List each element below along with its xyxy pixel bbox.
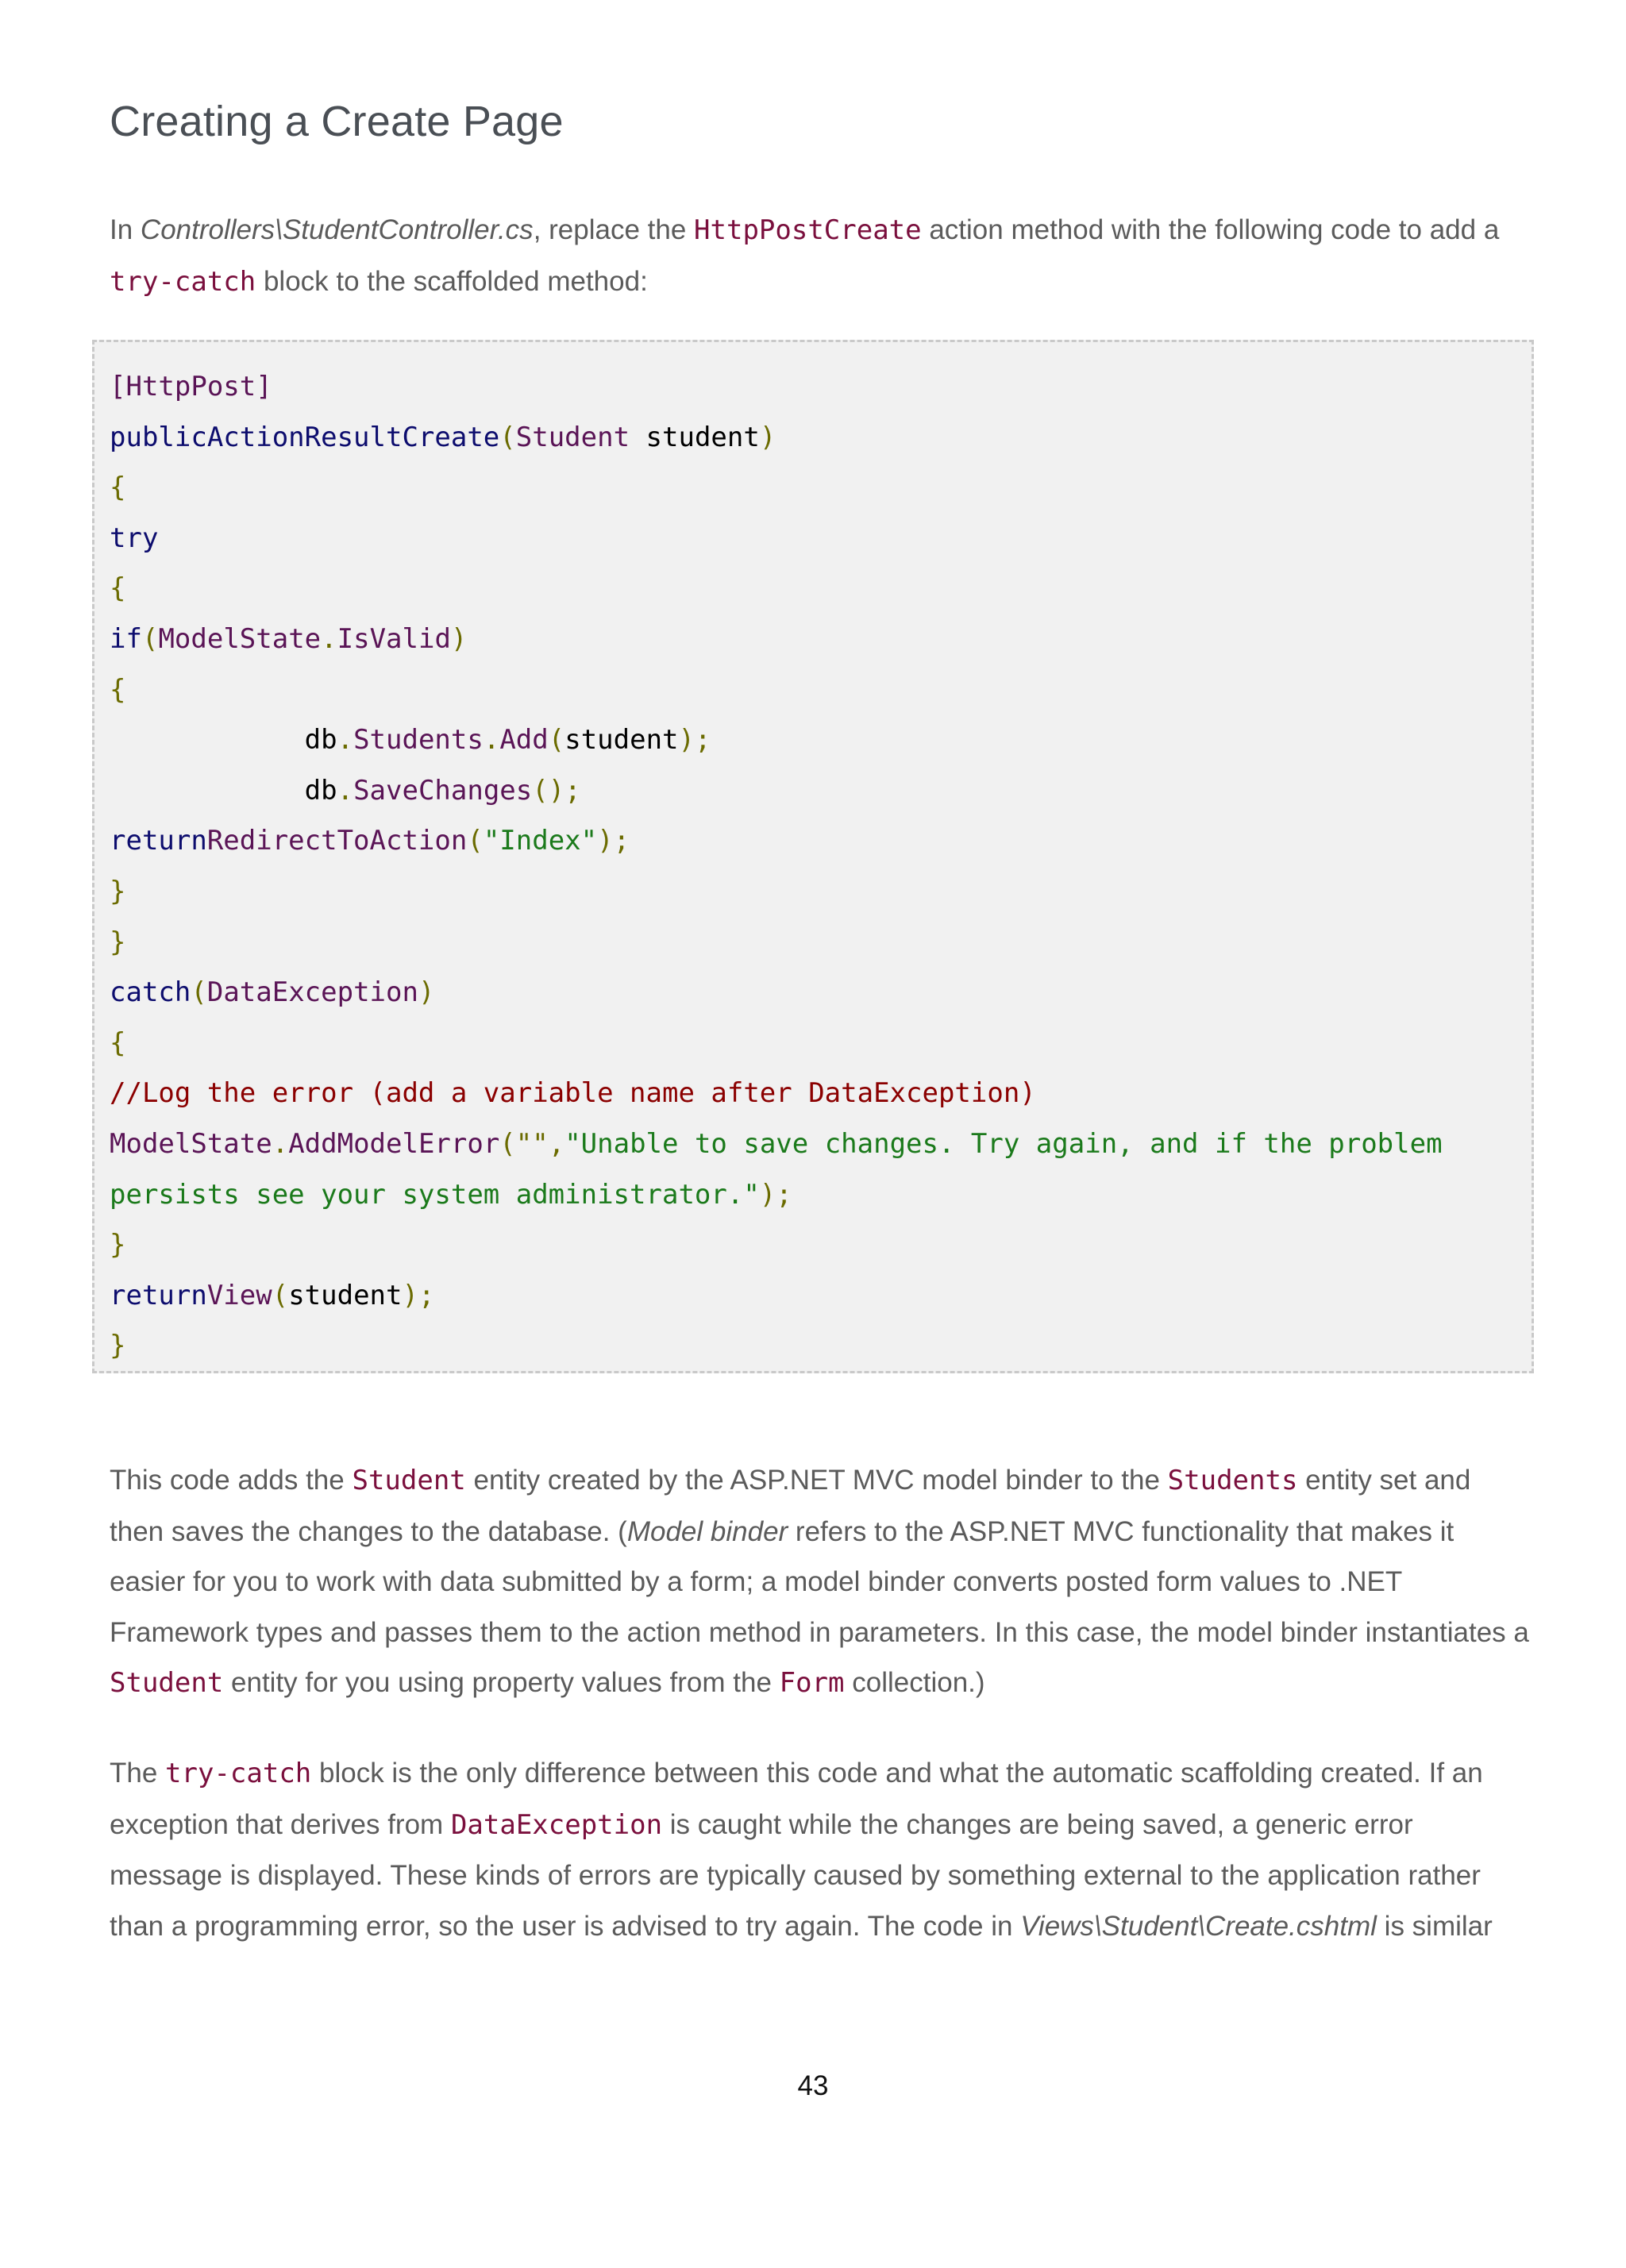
code-token: } <box>110 926 126 958</box>
emphasis: Model binder <box>626 1515 788 1547</box>
code-token: student <box>564 724 679 757</box>
file-path: Controllers\StudentController.cs <box>140 214 534 245</box>
code-token: ( <box>548 724 565 757</box>
code-token: ModelState <box>158 622 322 655</box>
code-token: ("", <box>499 1127 565 1160</box>
code-token: db <box>110 724 337 757</box>
code-token: ) <box>450 622 468 655</box>
code-token: publicActionResultCreate <box>110 421 500 453</box>
code-line <box>110 514 1443 564</box>
code-line <box>110 564 1443 614</box>
code-line <box>110 1271 1443 1322</box>
inline-code: Student <box>352 1465 466 1496</box>
code-token: student <box>288 1279 403 1311</box>
inline-code: Form <box>779 1667 845 1699</box>
file-path: Views\Student\Create.cshtml <box>1020 1910 1377 1942</box>
inline-code: HttpPostCreate <box>694 214 922 246</box>
code-token: try <box>110 522 159 554</box>
inline-code: try-catch <box>165 1758 312 1789</box>
explanation-paragraph: This code adds the Student entity created by the ASP.NET MVC model binder to the Students entity set and then saves the changes to the database. (Model binder refers to the ASP.NET MVC functionality that makes it easier for you to work with data submitted by a form; a model binder converts posted form values to .NET Framework types and passes them to the action method in parameters. In this case, the model binder instantiates a Student entity for you using property values from the Form collection.) <box>110 1465 1529 1699</box>
code-line <box>110 1220 1443 1271</box>
code-token: ModelState <box>110 1127 272 1160</box>
code-line <box>110 1069 1443 1119</box>
code-token: ( <box>272 1279 289 1311</box>
code-token: persists see your system administrator." <box>110 1178 760 1211</box>
code-token: [HttpPost] <box>110 371 272 402</box>
code-token: Student <box>515 421 630 453</box>
code-token: AddModelError <box>288 1127 500 1160</box>
inline-code: Students <box>1167 1465 1298 1496</box>
code-token: { <box>110 673 126 706</box>
code-token: catch <box>110 976 191 1009</box>
inline-code: Student <box>110 1667 224 1699</box>
intro-paragraph <box>110 205 1531 307</box>
code-line <box>110 1119 1443 1170</box>
code-token: ); <box>597 825 630 857</box>
inline-code: try-catch <box>110 265 256 298</box>
code-token: return <box>110 825 207 857</box>
code-token: ) <box>759 421 776 453</box>
code-token: Add <box>499 724 549 757</box>
code-token: } <box>110 875 126 907</box>
code-token: . <box>483 724 500 757</box>
code-token: ); <box>402 1279 435 1311</box>
code-line <box>110 867 1443 918</box>
code-token: ); <box>759 1178 792 1211</box>
code-line <box>110 816 1443 867</box>
code-line <box>110 413 1443 464</box>
intro-text: block to the scaffolded method: <box>256 265 648 297</box>
code-line <box>110 968 1443 1018</box>
code-token: Students <box>353 724 484 757</box>
code-token: RedirectToAction <box>206 825 468 857</box>
code-token: SaveChanges <box>353 774 533 807</box>
code-token: "Index" <box>483 825 598 857</box>
code-token: ( <box>467 825 484 857</box>
intro-text: , replace the <box>533 214 695 245</box>
try-catch-paragraph: The try-catch block is the only difference between this code and what the automatic scaffolding created. If an exception that derives from DataException is caught while the changes are being saved, a generic error message is displayed. These kinds of errors are typically caused by something external to the application rather than a programming error, so the user is advised to try again. The code in Views\Student\Create.cshtml is similar <box>110 1758 1493 1942</box>
code-token: . <box>272 1127 289 1160</box>
code-line <box>110 362 1443 413</box>
code-token: student <box>630 421 760 453</box>
code-token: . <box>337 774 354 807</box>
code-line <box>110 665 1443 716</box>
code-line <box>110 918 1443 968</box>
page-number: 43 <box>797 2070 829 2101</box>
code-token: { <box>110 472 126 504</box>
code-token: (); <box>532 774 581 807</box>
code-token: View <box>206 1279 272 1311</box>
code-token: } <box>110 1330 126 1362</box>
section-heading: Creating a Create Page <box>110 98 564 145</box>
code-token: DataException <box>206 976 418 1009</box>
code-token: return <box>110 1279 207 1311</box>
code-token: ( <box>499 421 516 453</box>
intro-text: In <box>110 214 141 245</box>
code-token: ) <box>418 976 435 1009</box>
code-line <box>110 715 1443 766</box>
code-token: . <box>337 724 354 757</box>
code-token: ); <box>678 724 711 757</box>
code-line <box>110 614 1443 665</box>
intro-text: action method with the following code to add a <box>921 214 1500 245</box>
code-token: //Log the error (add a variable name after DataException) <box>110 1077 1036 1110</box>
code-token: . <box>321 622 337 655</box>
code-token: if <box>110 622 142 655</box>
code-token: { <box>110 572 126 605</box>
code-token: ( <box>141 622 159 655</box>
code-token: } <box>110 1229 126 1261</box>
code-token: db <box>110 774 337 807</box>
code-line <box>110 1170 1443 1221</box>
code-listing <box>110 362 1443 1372</box>
code-token: { <box>110 1026 126 1059</box>
inline-code: DataException <box>450 1808 663 1841</box>
code-line <box>110 766 1443 817</box>
code-line <box>110 1321 1443 1372</box>
code-line <box>110 463 1443 514</box>
code-token: "Unable to save changes. Try again, and if the problem <box>564 1127 1443 1160</box>
code-line <box>110 1018 1443 1069</box>
code-token: ( <box>191 976 207 1009</box>
code-token: IsValid <box>337 622 451 655</box>
